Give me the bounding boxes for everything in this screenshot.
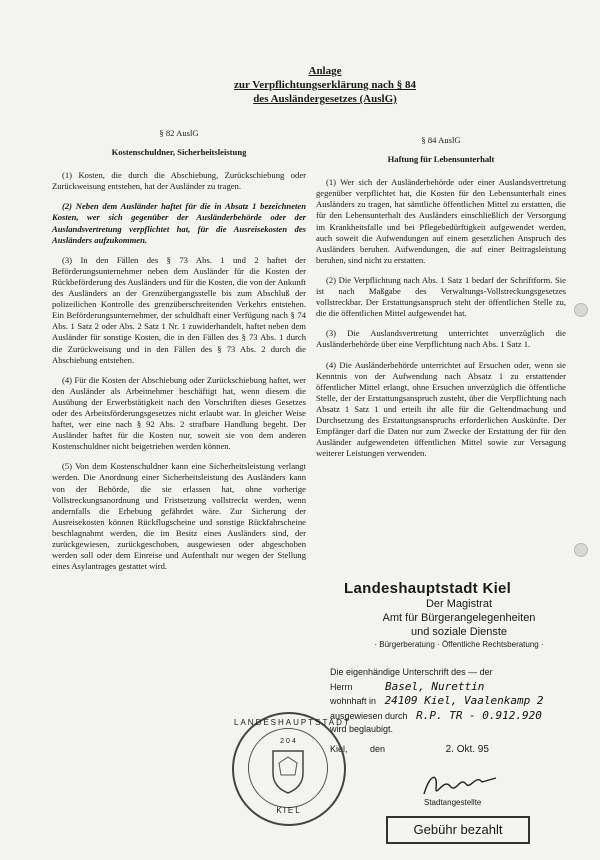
left-paragraph-2: (2) Neben dem Ausländer haftet für die in Absatz 1 bezeichneten Kosten, wer sich gegenüber der Ausländerbehörde oder der Auslandsvertretung verpflichtet hat, für die Ausreisekosten des Ausländers aufzukommen. — [52, 201, 306, 245]
official-seal — [232, 712, 351, 826]
cert-herr-value: Basel, Nurettin — [385, 679, 485, 693]
stamp-line-2: Amt für Bürgerangelegenheiten — [382, 612, 536, 624]
stamp-line-4: · Bürgerberatung · Öffentliche Rechtsberatung · — [374, 640, 544, 649]
cert-ausgewiesen-label: ausgewiesen durch — [330, 710, 408, 721]
handwritten-signature — [420, 768, 500, 802]
left-paragraph-4: (4) Für die Kosten der Abschiebung oder Zurückschiebung haftet, wer den Ausländer als Arbeitnehmer beschäftigt hat, wenn diesem die Ausübung der Erwerbstätigkeit nach den Vorschriften dieses Gesetzes oder des Arbeitsförderungsgesetzes nicht erlaubt war. In gleicher Weise haftet, wer eine nach § 92 Abs. 2 strafbare Handlung begeht. Der Ausländer haftet für die Kosten nur, soweit sie von dem anderen Kostenschuldner nicht beigetrieben werden können. — [52, 374, 306, 452]
certification-block — [330, 666, 580, 756]
title-line-3: des Ausländergesetzes (AuslG) — [253, 93, 397, 105]
cert-wohnhaft-value: 24109 Kiel, Vaalenkamp 2 — [384, 694, 544, 707]
cert-den: den — [370, 743, 386, 754]
seal-text-bottom: KIEL — [276, 806, 302, 815]
seal-text-top: LANDESHAUPTSTADT — [234, 718, 351, 727]
cert-beglaubigt: wird beglaubigt. — [330, 724, 394, 734]
stamp-line-1: Der Magistrat — [425, 598, 493, 610]
right-paragraph-3: (3) Die Auslandsvertretung unterrichtet unverzüglich die Ausländerbehörde über eine Verpflichtung nach Abs. 1 Satz 1. — [316, 328, 566, 350]
document-title — [180, 64, 470, 106]
cert-herr-row — [330, 680, 580, 695]
office-stamp — [344, 580, 574, 650]
right-paragraph-4: (4) Die Ausländerbehörde unterrichtet auf Ersuchen oder, wenn sie Kenntnis von der Aufwendung nach Absatz 1 zu erstattender öffentlicher Mittel erlangt, ohne Ersuchen unverzüglich die öffentliche Stelle, der der Erstattungsanspruch zusteht, über die Verpflichtung nach Absatz 1 Satz 1 und erteilt ihr alle für die Geltendmachung und Durchsetzung des Erstattungsanspruchs erforderlichen Auskünfte. Der Empfänger darf die Daten nur zum Zwecke der Erstattung der für den Ausländer aufgewendeten öffentlichen Mittel sowie zur Versagung weiterer Leistungen verwenden. — [316, 359, 566, 459]
fee-paid-stamp: Gebühr bezahlt — [386, 816, 530, 844]
cert-wohnhaft-label: wohnhaft in — [330, 696, 377, 706]
cert-herr-label: Herrn — [330, 681, 353, 692]
punch-hole-bottom — [574, 543, 588, 557]
right-paragraph-2: (2) Die Verpflichtung nach Abs. 1 Satz 1 bedarf der Schriftform. Sie ist nach Maßgabe des Verwaltungs-Vollstreckungsgesetzes vollstreckbar. Der Erstattungsanspruch steht der öffentlichen Stelle zu, die die öffentlichen Mittel aufgewendet hat. — [316, 274, 566, 319]
title-line-1: Anlage — [308, 65, 342, 77]
cert-ausgewiesen-row — [330, 709, 580, 724]
signature-label: Stadtangestellte — [424, 798, 482, 807]
left-paragraph-1: (1) Kosten, die durch die Abschiebung, Zurückschiebung oder Zurückweisung entstehen, hat der Ausländer zu tragen. — [52, 170, 306, 192]
right-column — [316, 135, 566, 468]
stamp-city: Landeshauptstadt Kiel — [344, 580, 512, 597]
seal-number: 204 — [280, 738, 298, 745]
punch-hole-top — [574, 303, 588, 317]
cert-date: 2. Okt. 95 — [445, 743, 489, 755]
right-paragraph-1: (1) Wer sich der Ausländerbehörde oder einer Auslandsvertretung gegenüber verpflichtet hat, die Kosten für den Lebensunterhalt eines Ausländers zu tragen, hat sämtliche öffentlichen Mittel zu erstatten, die für den Lebensunterhalt des Ausländers einschließlich der Versorgung im Krankheitsfalle und bei Pflegebedürftigkeit aufgewendet werden, auch soweit die Aufwendungen auf einem gesetzlichen Anspruch des Ausländers beruhen. Aufwendungen, die auf einer Beitragsleistung beruhen, sind nicht zu erstatten. — [316, 177, 566, 265]
left-section-number: § 82 AuslG — [159, 128, 199, 138]
cert-date-row — [330, 743, 580, 757]
cert-place: Kiel, — [330, 743, 348, 754]
stamp-line-3: und soziale Dienste — [410, 626, 507, 638]
left-paragraph-5: (5) Von dem Kostenschuldner kann eine Sicherheitsleistung verlangt werden. Die Anordnung einer Sicherheitsleistung des Ausländers kann von der Behörde, die sie erlassen hat, ohne vorherige Vollstreckungsanordnung und Fristsetzung vollstreckt werden, wenn andernfalls die Erhebung gefährdet wäre. Zur Sicherung der Ausreisekosten können Rückflugscheine und sonstige Rückfahrscheine beschlagnahmt werden, die im Besitz eines Ausländers sind, der zurückgewiesen, zurückgeschoben, ausgewiesen oder abgeschoben werden soll oder dem Einreise und Aufenthalt nur wegen der Stellung eines Asylantrages gestattet wird. — [52, 461, 306, 572]
cert-ausgewiesen-value: R.P. TR - 0.912.920 — [416, 708, 542, 722]
title-line-2: zur Verpflichtungserklärung nach § 84 — [234, 79, 416, 91]
right-section-number: § 84 AuslG — [421, 135, 461, 145]
left-paragraph-3: (3) In den Fällen des § 73 Abs. 1 und 2 haftet der Beförderungsunternehmer neben dem Ausländer für die Kosten der Rückbeförderung des Ausländers und für die Kosten, die von der Ankunft des Ausländers an der Grenzübergangsstelle bis zum Abschluß der polizeilichen Kontrolle des grenzüberschreitenden Verkehrs entstehen. Ein Beförderungsunternehmer, der schuldhaft einer Verfügung nach § 74 Abs. 1 Satz 2 oder Abs. 2 Satz 1 Nr. 1 zuwiderhandelt, haftet neben dem Ausländer für sonstige Kosten, die in den Fällen des § 73 Abs. 1 durch die Zurückweisung und in den Fällen des § 73 Abs. 2 durch die Abschiebung entstehen. — [52, 254, 306, 365]
left-section-heading: Kostenschuldner, Sicherheitsleistung — [111, 147, 247, 158]
left-column — [52, 128, 306, 581]
cert-wohnhaft-row — [330, 694, 580, 709]
cert-intro: Die eigenhändige Unterschrift des — der — [330, 667, 493, 677]
right-section-heading: Haftung für Lebensunterhalt — [387, 154, 495, 165]
